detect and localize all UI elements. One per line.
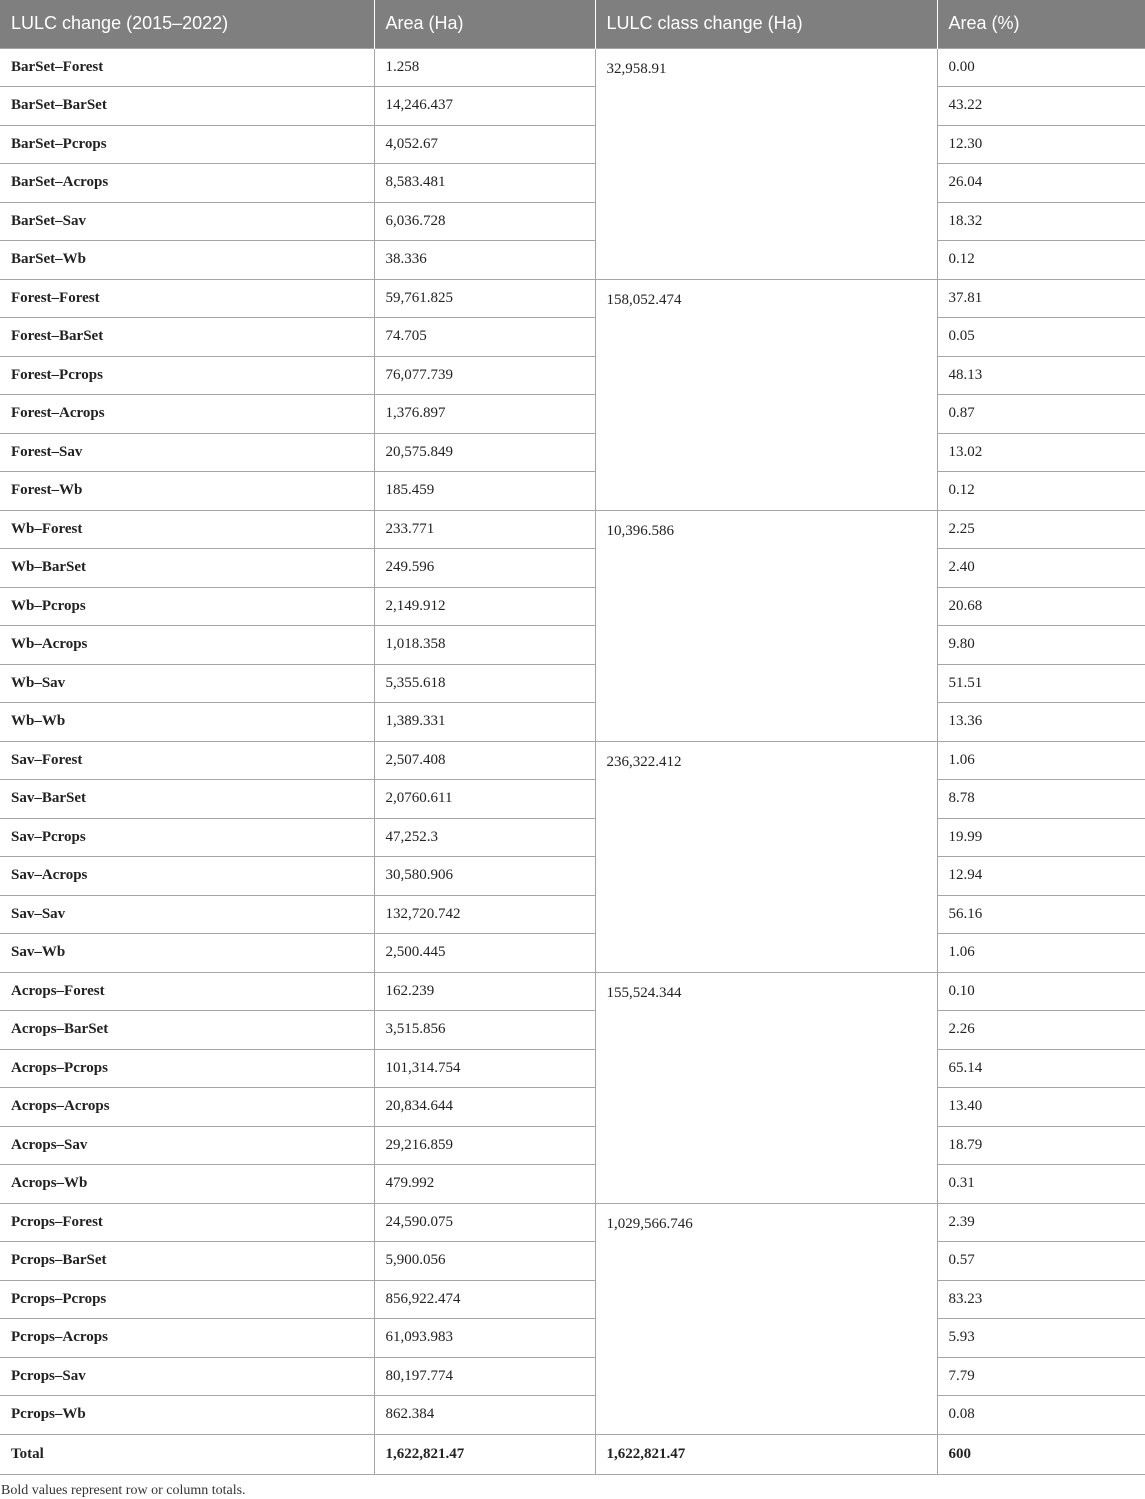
lulc-change-cell: Pcrops–Pcrops — [0, 1280, 374, 1319]
table-row — [0, 395, 1145, 434]
lulc-change-cell: BarSet–Acrops — [0, 164, 374, 203]
lulc-change-cell: Wb–BarSet — [0, 549, 374, 588]
area-pct-cell: 43.22 — [937, 87, 1145, 126]
area-ha-cell: 74.705 — [374, 318, 595, 357]
table-row — [0, 972, 1145, 1011]
lulc-change-cell: Sav–BarSet — [0, 780, 374, 819]
class-change-cell: 236,322.412 — [595, 741, 937, 972]
area-ha-cell: 1.258 — [374, 48, 595, 87]
area-pct-cell: 83.23 — [937, 1280, 1145, 1319]
area-pct-cell: 0.12 — [937, 472, 1145, 511]
area-pct-cell: 13.36 — [937, 703, 1145, 742]
area-pct-cell: 0.87 — [937, 395, 1145, 434]
lulc-change-cell: Forest–BarSet — [0, 318, 374, 357]
area-ha-cell: 47,252.3 — [374, 818, 595, 857]
area-pct-cell: 2.26 — [937, 1011, 1145, 1050]
area-ha-cell: 8,583.481 — [374, 164, 595, 203]
lulc-change-cell: Sav–Pcrops — [0, 818, 374, 857]
lulc-change-cell: Forest–Pcrops — [0, 356, 374, 395]
area-ha-cell: 6,036.728 — [374, 202, 595, 241]
area-pct-cell: 13.02 — [937, 433, 1145, 472]
total-label: Total — [0, 1434, 374, 1474]
area-ha-cell: 5,355.618 — [374, 664, 595, 703]
class-change-cell: 1,029,566.746 — [595, 1203, 937, 1434]
area-ha-cell: 233.771 — [374, 510, 595, 549]
table-footnote: Bold values represent row or column totals. — [1, 1482, 246, 1498]
area-ha-cell: 61,093.983 — [374, 1319, 595, 1358]
area-pct-cell: 18.32 — [937, 202, 1145, 241]
table-row — [0, 48, 1145, 87]
table-row — [0, 1280, 1145, 1319]
area-pct-cell: 51.51 — [937, 664, 1145, 703]
lulc-change-cell: Pcrops–Sav — [0, 1357, 374, 1396]
area-pct-cell: 20.68 — [937, 587, 1145, 626]
area-ha-cell: 2,500.445 — [374, 934, 595, 973]
table-row — [0, 780, 1145, 819]
table-row — [0, 1126, 1145, 1165]
total-area: 1,622,821.47 — [374, 1434, 595, 1474]
table-row — [0, 1049, 1145, 1088]
area-ha-cell: 249.596 — [374, 549, 595, 588]
area-pct-cell: 26.04 — [937, 164, 1145, 203]
lulc-change-cell: Pcrops–Forest — [0, 1203, 374, 1242]
table-row — [0, 895, 1145, 934]
table-row — [0, 664, 1145, 703]
lulc-change-cell: Sav–Wb — [0, 934, 374, 973]
area-pct-cell: 8.78 — [937, 780, 1145, 819]
lulc-change-cell: BarSet–BarSet — [0, 87, 374, 126]
lulc-change-cell: Acrops–Pcrops — [0, 1049, 374, 1088]
table-row — [0, 356, 1145, 395]
lulc-change-cell: Acrops–Sav — [0, 1126, 374, 1165]
area-pct-cell: 5.93 — [937, 1319, 1145, 1358]
table-row — [0, 1165, 1145, 1204]
lulc-change-cell: BarSet–Sav — [0, 202, 374, 241]
area-pct-cell: 0.12 — [937, 241, 1145, 280]
table-row — [0, 587, 1145, 626]
area-pct-cell: 19.99 — [937, 818, 1145, 857]
header-row — [0, 0, 1145, 48]
area-pct-cell: 12.94 — [937, 857, 1145, 896]
area-ha-cell: 1,389.331 — [374, 703, 595, 742]
table-row — [0, 87, 1145, 126]
header-area-pct: Area (%) — [937, 0, 1145, 48]
table-row — [0, 164, 1145, 203]
area-ha-cell: 24,590.075 — [374, 1203, 595, 1242]
area-pct-cell: 0.10 — [937, 972, 1145, 1011]
area-ha-cell: 20,834.644 — [374, 1088, 595, 1127]
header-class-change: LULC class change (Ha) — [595, 0, 937, 48]
lulc-change-cell: Acrops–Forest — [0, 972, 374, 1011]
area-pct-cell: 48.13 — [937, 356, 1145, 395]
area-ha-cell: 30,580.906 — [374, 857, 595, 896]
area-pct-cell: 2.40 — [937, 549, 1145, 588]
lulc-change-cell: Pcrops–Wb — [0, 1396, 374, 1435]
area-ha-cell: 101,314.754 — [374, 1049, 595, 1088]
table-row — [0, 318, 1145, 357]
lulc-change-cell: Forest–Wb — [0, 472, 374, 511]
lulc-change-cell: Wb–Sav — [0, 664, 374, 703]
table-row — [0, 1357, 1145, 1396]
area-pct-cell: 0.00 — [937, 48, 1145, 87]
lulc-change-cell: Wb–Wb — [0, 703, 374, 742]
area-ha-cell: 76,077.739 — [374, 356, 595, 395]
area-ha-cell: 38.336 — [374, 241, 595, 280]
area-pct-cell: 2.39 — [937, 1203, 1145, 1242]
lulc-change-cell: Sav–Acrops — [0, 857, 374, 896]
class-change-cell: 158,052.474 — [595, 279, 937, 510]
total-pct: 600 — [937, 1434, 1145, 1474]
area-pct-cell: 0.57 — [937, 1242, 1145, 1281]
table-row — [0, 857, 1145, 896]
area-pct-cell: 56.16 — [937, 895, 1145, 934]
lulc-change-cell: Sav–Forest — [0, 741, 374, 780]
area-ha-cell: 856,922.474 — [374, 1280, 595, 1319]
table-row — [0, 549, 1145, 588]
area-ha-cell: 3,515.856 — [374, 1011, 595, 1050]
area-ha-cell: 1,376.897 — [374, 395, 595, 434]
area-ha-cell: 162.239 — [374, 972, 595, 1011]
table-row — [0, 1011, 1145, 1050]
lulc-change-cell: Sav–Sav — [0, 895, 374, 934]
area-ha-cell: 2,0760.611 — [374, 780, 595, 819]
table-row — [0, 741, 1145, 780]
table-row — [0, 472, 1145, 511]
area-ha-cell: 479.992 — [374, 1165, 595, 1204]
area-ha-cell: 29,216.859 — [374, 1126, 595, 1165]
lulc-change-cell: Pcrops–Acrops — [0, 1319, 374, 1358]
lulc-change-cell: Wb–Forest — [0, 510, 374, 549]
lulc-change-cell: Acrops–BarSet — [0, 1011, 374, 1050]
table-row — [0, 703, 1145, 742]
area-pct-cell: 0.31 — [937, 1165, 1145, 1204]
table-row — [0, 279, 1145, 318]
lulc-change-cell: Pcrops–BarSet — [0, 1242, 374, 1281]
total-class-change: 1,622,821.47 — [595, 1434, 937, 1474]
table-row — [0, 1203, 1145, 1242]
class-change-cell: 155,524.344 — [595, 972, 937, 1203]
table-row — [0, 1242, 1145, 1281]
area-ha-cell: 4,052.67 — [374, 125, 595, 164]
table-row — [0, 433, 1145, 472]
area-ha-cell: 2,507.408 — [374, 741, 595, 780]
table-row — [0, 818, 1145, 857]
lulc-change-cell: Forest–Acrops — [0, 395, 374, 434]
area-pct-cell: 13.40 — [937, 1088, 1145, 1127]
area-pct-cell: 0.05 — [937, 318, 1145, 357]
table-row — [0, 1396, 1145, 1435]
area-ha-cell: 132,720.742 — [374, 895, 595, 934]
area-ha-cell: 862.384 — [374, 1396, 595, 1435]
total-row — [0, 1434, 1145, 1474]
area-ha-cell: 5,900.056 — [374, 1242, 595, 1281]
area-pct-cell: 1.06 — [937, 934, 1145, 973]
table-row — [0, 510, 1145, 549]
lulc-change-cell: BarSet–Forest — [0, 48, 374, 87]
table-row — [0, 934, 1145, 973]
class-change-cell: 10,396.586 — [595, 510, 937, 741]
area-ha-cell: 185.459 — [374, 472, 595, 511]
area-pct-cell: 0.08 — [937, 1396, 1145, 1435]
area-pct-cell: 65.14 — [937, 1049, 1145, 1088]
lulc-change-cell: Acrops–Acrops — [0, 1088, 374, 1127]
header-area-ha: Area (Ha) — [374, 0, 595, 48]
lulc-change-cell: Wb–Acrops — [0, 626, 374, 665]
area-pct-cell: 18.79 — [937, 1126, 1145, 1165]
table-row — [0, 125, 1145, 164]
lulc-change-cell: Forest–Sav — [0, 433, 374, 472]
area-pct-cell: 7.79 — [937, 1357, 1145, 1396]
area-ha-cell: 80,197.774 — [374, 1357, 595, 1396]
area-ha-cell: 1,018.358 — [374, 626, 595, 665]
table-row — [0, 1088, 1145, 1127]
lulc-change-cell: Forest–Forest — [0, 279, 374, 318]
table-row — [0, 1319, 1145, 1358]
lulc-change-cell: BarSet–Wb — [0, 241, 374, 280]
area-ha-cell: 59,761.825 — [374, 279, 595, 318]
area-pct-cell: 1.06 — [937, 741, 1145, 780]
table-row — [0, 241, 1145, 280]
area-pct-cell: 2.25 — [937, 510, 1145, 549]
lulc-change-cell: BarSet–Pcrops — [0, 125, 374, 164]
lulc-change-cell: Acrops–Wb — [0, 1165, 374, 1204]
area-ha-cell: 14,246.437 — [374, 87, 595, 126]
table-row — [0, 202, 1145, 241]
table-header — [0, 0, 1145, 48]
table-row — [0, 626, 1145, 665]
area-ha-cell: 2,149.912 — [374, 587, 595, 626]
area-pct-cell: 9.80 — [937, 626, 1145, 665]
table-body — [0, 48, 1145, 1474]
area-ha-cell: 20,575.849 — [374, 433, 595, 472]
area-pct-cell: 37.81 — [937, 279, 1145, 318]
class-change-cell: 32,958.91 — [595, 48, 937, 279]
lulc-change-cell: Wb–Pcrops — [0, 587, 374, 626]
header-lulc-change: LULC change (2015–2022) — [0, 0, 374, 48]
area-pct-cell: 12.30 — [937, 125, 1145, 164]
